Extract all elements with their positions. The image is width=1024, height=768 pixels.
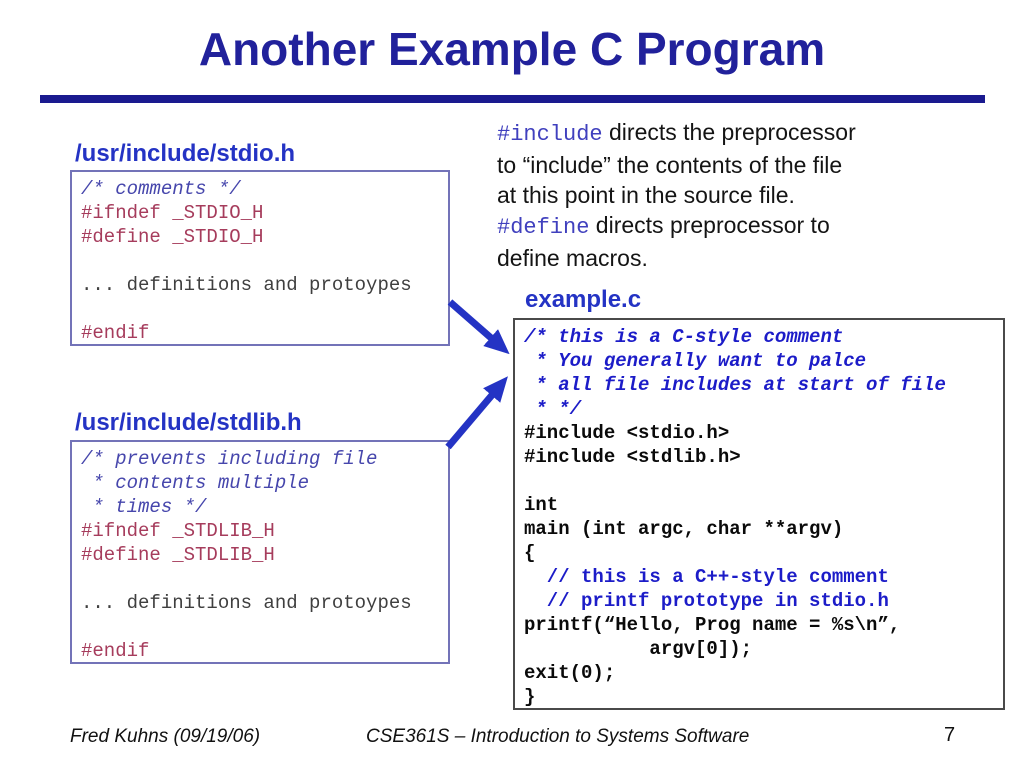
paragraph-line	[497, 210, 957, 243]
code-line: }	[524, 686, 536, 708]
footer-author: Fred Kuhns (09/19/06)	[70, 726, 261, 747]
code-line: #define _STDIO_H	[81, 226, 264, 248]
code-line: #include <stdlib.h>	[524, 446, 741, 468]
stdio-code-box	[70, 170, 450, 346]
code-line	[81, 249, 439, 273]
code-line: #endif	[81, 640, 150, 662]
code-line	[524, 469, 994, 493]
code-line: /* this is a C-style comment	[524, 326, 844, 348]
code-line: * contents multiple	[81, 472, 310, 494]
code-line: // printf prototype in stdio.h	[524, 590, 889, 612]
code-line: #ifndef _STDLIB_H	[81, 520, 275, 542]
footer-course: CSE361S – Introduction to Systems Software	[366, 726, 750, 747]
arrow-stdio-to-example	[450, 302, 498, 344]
stdio-file-label: /usr/include/stdio.h	[75, 140, 296, 167]
example-file-label: example.c	[525, 286, 642, 313]
example-code-box	[513, 318, 1005, 710]
paragraph-line	[497, 117, 957, 150]
paragraph-text: directs the preprocessor	[602, 119, 856, 145]
paragraph-text: directs preprocessor to	[589, 212, 830, 238]
code-line: ... definitions and protoypes	[81, 592, 412, 614]
page-number: 7	[944, 724, 956, 746]
intro-paragraph	[497, 117, 957, 273]
code-line: #endif	[81, 322, 150, 344]
code-line: /* comments */	[81, 178, 241, 200]
code-line: #ifndef _STDIO_H	[81, 202, 264, 224]
code-line	[81, 615, 439, 639]
code-line: {	[524, 542, 536, 564]
code-line	[81, 297, 439, 321]
slide-title: Another Example C Program	[198, 23, 826, 75]
paragraph-line: at this point in the source file.	[497, 182, 795, 208]
code-line: /* prevents including file	[81, 448, 378, 470]
define-keyword: #define	[497, 215, 590, 240]
code-line: int	[524, 494, 559, 516]
code-line: * */	[524, 398, 582, 420]
code-line: * You generally want to palce	[524, 350, 867, 372]
title-underline	[40, 95, 985, 103]
stdlib-code-box	[70, 440, 450, 664]
code-line	[81, 567, 439, 591]
code-line: * all file includes at start of file	[524, 374, 946, 396]
code-line: #define _STDLIB_H	[81, 544, 275, 566]
include-keyword: #include	[497, 122, 603, 147]
code-line: main (int argc, char **argv)	[524, 518, 844, 540]
code-line: printf(“Hello, Prog name = %s\n”,	[524, 614, 901, 636]
code-line: * times */	[81, 496, 207, 518]
code-line: argv[0]);	[524, 638, 753, 660]
arrow-stdlib-to-example	[448, 388, 498, 447]
paragraph-line: define macros.	[497, 245, 648, 271]
code-line: ... definitions and protoypes	[81, 274, 412, 296]
code-line: #include <stdio.h>	[524, 422, 730, 444]
code-line: // this is a C++-style comment	[524, 566, 889, 588]
code-line: exit(0);	[524, 662, 616, 684]
paragraph-line: to “include” the contents of the file	[497, 152, 843, 178]
stdlib-file-label: /usr/include/stdlib.h	[75, 409, 302, 436]
